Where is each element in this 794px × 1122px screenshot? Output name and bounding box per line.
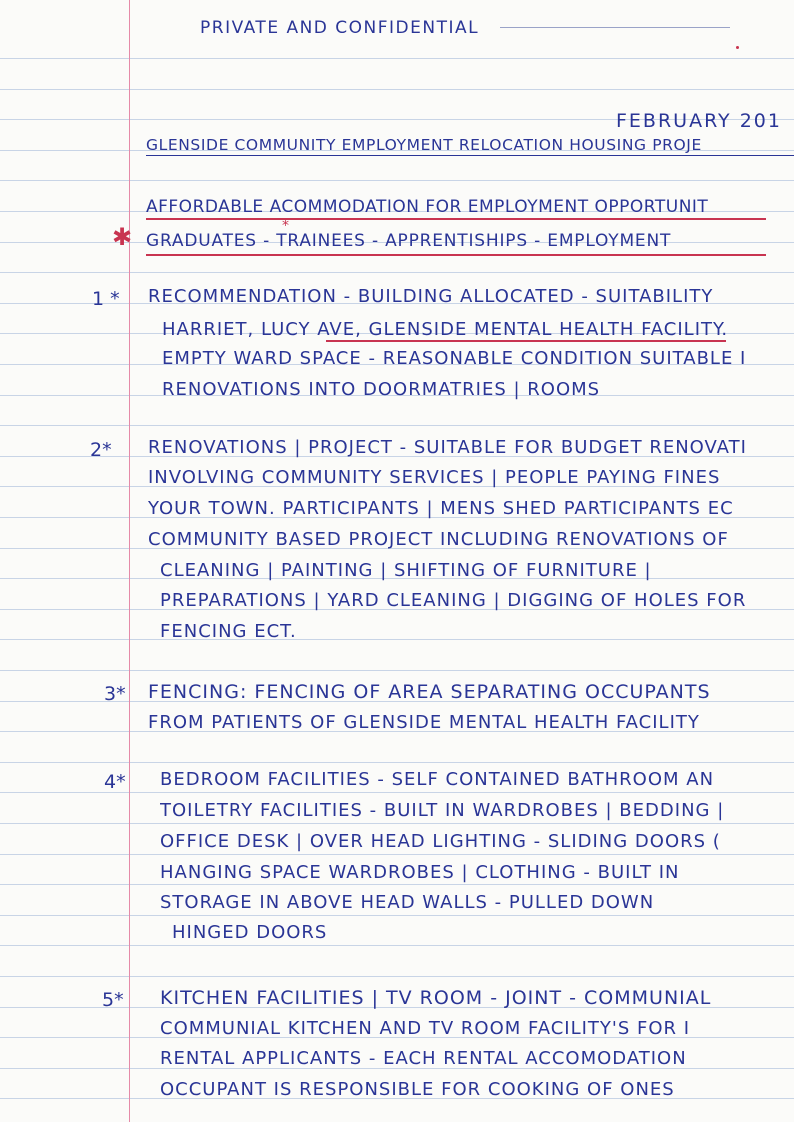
section-3-marker: 3*: [104, 683, 126, 705]
small-asterisk-icon: *: [282, 218, 289, 234]
section-2-line-2: INVOLVING COMMUNITY SERVICES | PEOPLE PAYING FINES: [148, 467, 721, 488]
ruled-line: [0, 854, 794, 855]
document-date: FEBRUARY 201: [616, 110, 782, 132]
subtitle-red-underline: [146, 218, 766, 220]
section-4-line-3: OFFICE DESK | OVER HEAD LIGHTING - SLIDING DOORS (: [160, 831, 721, 852]
section-4-line-1: BEDROOM FACILITIES - SELF CONTAINED BATHROOM AN: [160, 769, 715, 790]
section-1-line-4: RENOVATIONS INTO DOORMATRIES | ROOMS: [162, 379, 601, 400]
section-4-line-6: HINGED DOORS: [172, 922, 328, 943]
ruled-line: [0, 670, 794, 671]
red-dot-mark: [736, 46, 739, 49]
categories-red-underline: [146, 254, 766, 256]
ruled-line: [0, 272, 794, 273]
section-4-line-4: HANGING SPACE WARDROBES | CLOTHING - BUILT IN: [160, 862, 680, 883]
title-underline: [146, 155, 794, 156]
section-1-line-1: RECOMMENDATION - BUILDING ALLOCATED - SUITABILITY: [148, 286, 714, 307]
ruled-line: [0, 425, 794, 426]
section-5-line-4: OCCUPANT IS RESPONSIBLE FOR COOKING OF ONES: [160, 1079, 675, 1100]
categories-line: GRADUATES - TRAINEES - APPRENTISHIPS - EMPLOYMENT: [146, 231, 672, 251]
section-1-line-2: HARRIET, LUCY AVE, GLENSIDE MENTAL HEALTH FACILITY.: [162, 319, 729, 340]
section-2-line-1: RENOVATIONS | PROJECT - SUITABLE FOR BUDGET RENOVATI: [148, 437, 747, 458]
section-4-line-2: TOILETRY FACILITIES - BUILT IN WARDROBES | BEDDING |: [160, 800, 725, 821]
ruled-line: [0, 823, 794, 824]
section-2-line-3: YOUR TOWN. PARTICIPANTS | MENS SHED PARTICIPANTS EC: [148, 498, 734, 519]
section-2-line-6: PREPARATIONS | YARD CLEANING | DIGGING OF HOLES FOR: [160, 590, 747, 611]
section-5-line-2: COMMUNIAL KITCHEN AND TV ROOM FACILITY'S FOR I: [160, 1018, 691, 1039]
ruled-line: [0, 58, 794, 59]
margin-line: [129, 0, 130, 1122]
section-1-line-3: EMPTY WARD SPACE - REASONABLE CONDITION SUITABLE I: [162, 348, 747, 369]
confidential-heading: PRIVATE AND CONFIDENTIAL: [200, 18, 480, 38]
header-rule: [500, 27, 730, 28]
facility-red-underline: [326, 340, 726, 342]
section-3-line-2: FROM PATIENTS OF GLENSIDE MENTAL HEALTH FACILITY: [148, 712, 700, 733]
section-5-marker: 5*: [102, 989, 124, 1011]
project-subtitle: AFFORDABLE ACOMMODATION FOR EMPLOYMENT OPPORTUNIT: [146, 197, 709, 217]
section-3-line-1: FENCING: FENCING OF AREA SEPARATING OCCUPANTS: [148, 681, 711, 703]
section-2-line-5: CLEANING | PAINTING | SHIFTING OF FURNITURE |: [160, 560, 652, 581]
ruled-line: [0, 180, 794, 181]
ruled-line: [0, 976, 794, 977]
red-asterisk-icon: ✱: [112, 223, 133, 251]
project-title: GLENSIDE COMMUNITY EMPLOYMENT RELOCATION HOUSING PROJE: [146, 136, 702, 154]
section-1-marker: 1 *: [92, 288, 120, 310]
section-2-line-4: COMMUNITY BASED PROJECT INCLUDING RENOVATIONS OF: [148, 529, 729, 550]
section-4-line-5: STORAGE IN ABOVE HEAD WALLS - PULLED DOWN: [160, 892, 655, 913]
ruled-line: [0, 915, 794, 916]
section-5-line-3: RENTAL APPLICANTS - EACH RENTAL ACCOMODATION: [160, 1048, 687, 1069]
ruled-line: [0, 945, 794, 946]
section-2-line-7: FENCING ECT.: [160, 621, 297, 642]
section-4-marker: 4*: [104, 771, 126, 793]
ruled-line: [0, 762, 794, 763]
section-5-line-1: KITCHEN FACILITIES | TV ROOM - JOINT - COMMUNIAL: [160, 987, 712, 1009]
section-2-marker: 2*: [90, 439, 112, 461]
ruled-line: [0, 89, 794, 90]
